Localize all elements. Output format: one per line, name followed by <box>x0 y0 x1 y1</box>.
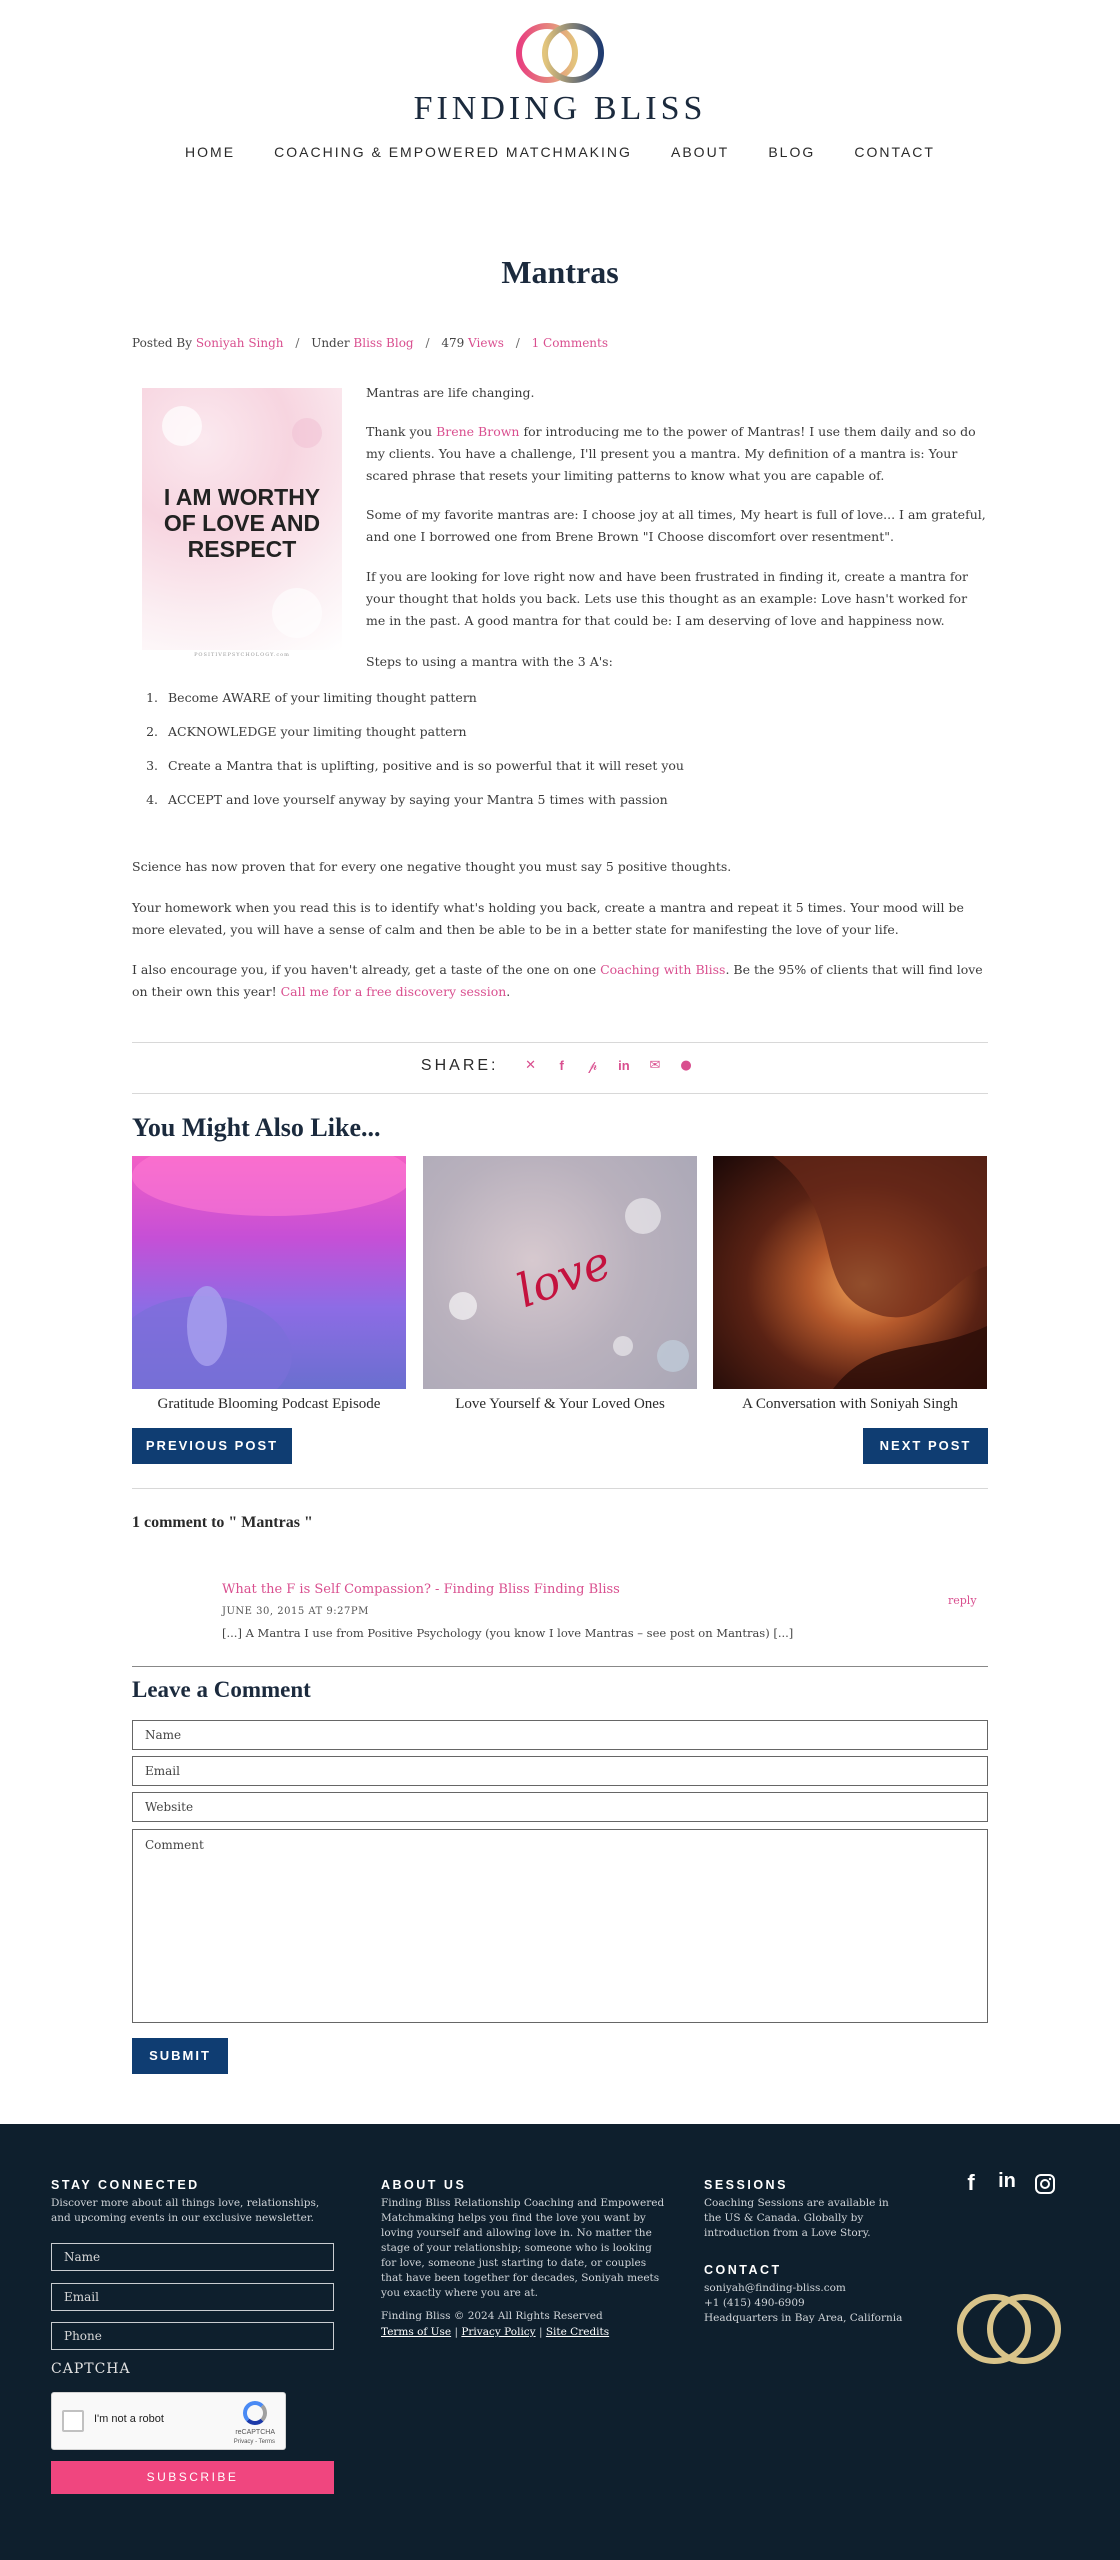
recaptcha-links[interactable]: Privacy - Terms <box>233 2439 275 2445</box>
views-count: 479 <box>441 336 465 350</box>
related-post-card[interactable] <box>423 1156 697 1413</box>
comments-heading: 1 comment to " Mantras " <box>132 1514 313 1531</box>
related-post-image[interactable] <box>713 1156 987 1389</box>
x-icon[interactable]: ✕ <box>525 1057 537 1073</box>
related-post-title[interactable]: A Conversation with Soniyah Singh <box>742 1396 958 1412</box>
sms-icon[interactable]: ● <box>680 1057 692 1073</box>
stay-connected-text: Discover more about all things love, relationships, and upcoming events in our exclusive newsletter. <box>51 2197 320 2224</box>
related-post-image[interactable] <box>423 1156 697 1389</box>
recaptcha-label: I'm not a robot <box>94 2413 164 2425</box>
nav-contact[interactable]: CONTACT <box>854 144 935 160</box>
instagram-icon[interactable] <box>1032 2170 1058 2201</box>
post-paragraph: Your homework when you read this is to identify what's holding you back, create a mantra and repeat it 5 times. Your mood will be more elevated, you will have a sense of calm and then be able to be in a better state for manifesting the love of your life. <box>132 900 964 937</box>
subscribe-button[interactable]: SUBSCRIBE <box>51 2461 334 2494</box>
comment-text: [...] A Mantra I use from Positive Psychology (you know I love Mantras – see post on Mantras) [...] <box>222 1626 794 1640</box>
steps-list <box>132 690 732 826</box>
reply-link[interactable]: reply <box>948 1594 977 1607</box>
coaching-link[interactable]: Coaching with Bliss <box>600 962 726 977</box>
footer-legal-links: Terms of Use | Privacy Policy | Site Credits <box>381 2326 610 2338</box>
pinterest-icon[interactable]: 𝓅 <box>588 1057 598 1073</box>
footer-name-field[interactable]: Name <box>51 2243 334 2271</box>
related-post-card[interactable] <box>132 1156 406 1413</box>
stay-connected-heading: STAY CONNECTED <box>51 2178 200 2192</box>
recaptcha-brand: reCAPTCHA <box>235 2429 275 2436</box>
post-paragraph: Science has now proven that for every one negative thought you must say 5 positive thoughts. <box>132 859 732 874</box>
contact-heading: CONTACT <box>704 2263 782 2277</box>
leave-comment-heading: Leave a Comment <box>132 1677 311 1702</box>
love-script-text: love <box>509 1234 618 1319</box>
related-post-card[interactable] <box>713 1156 987 1413</box>
nav-about[interactable]: ABOUT <box>671 144 730 160</box>
post-title: Mantras <box>501 254 619 290</box>
brene-brown-link[interactable]: Brene Brown <box>436 424 520 439</box>
nav-coaching[interactable]: COACHING & EMPOWERED MATCHMAKING <box>274 144 632 160</box>
previous-post-button[interactable]: PREVIOUS POST <box>132 1428 292 1464</box>
post-paragraph: If you are looking for love right now and have been frustrated in finding it, create a mantra for your thought that holds you back. Lets use this thought as an example: Love hasn't worked for me in the past. A good mantra for that could be: I am deserving of love and happiness now. <box>366 569 969 628</box>
terms-link[interactable]: Terms of Use <box>381 2326 452 2338</box>
post-paragraph: Thank you Brene Brown for introducing me to the power of Mantras! I use them daily and so do my clients. You have a challenge, I'll present you a mantra. My definition of a mantra is: Your scared phrase that resets your limiting patterns to know what you are capable of. <box>366 424 976 483</box>
post-paragraph: Steps to using a mantra with the 3 A's: <box>366 654 613 669</box>
email-icon[interactable]: ✉ <box>649 1057 661 1073</box>
linkedin-icon[interactable]: in <box>998 2170 1016 2192</box>
under-label: Under <box>311 336 350 350</box>
privacy-link[interactable]: Privacy Policy <box>461 2326 536 2338</box>
image-quote: I AM WORTHY OF LOVE AND RESPECT <box>163 484 321 562</box>
post-featured-image <box>142 388 342 658</box>
facebook-icon[interactable]: f <box>967 2170 975 2195</box>
website-field[interactable]: Website <box>132 1792 988 1822</box>
nav-home[interactable]: HOME <box>185 144 236 160</box>
posted-by-label: Posted By <box>132 336 192 350</box>
list-item: 3. Create a Mantra that is uplifting, positive and is so powerful that it will reset you <box>146 758 684 773</box>
site-header <box>0 0 1120 200</box>
related-post-image[interactable] <box>132 1156 406 1389</box>
captcha-label: CAPTCHA <box>51 2361 131 2377</box>
related-post-title[interactable]: Gratitude Blooming Podcast Episode <box>157 1396 381 1412</box>
category-link[interactable]: Bliss Blog <box>353 336 414 350</box>
facebook-icon[interactable]: f <box>559 1057 564 1073</box>
linkedin-icon[interactable]: in <box>618 1057 630 1073</box>
copyright-text: Finding Bliss © 2024 All Rights Reserved <box>381 2310 603 2322</box>
main-nav <box>0 142 1120 161</box>
comments-link[interactable]: 1 Comments <box>531 336 609 350</box>
footer-logo-rings-icon <box>952 2292 1066 2366</box>
share-label: SHARE: <box>420 1056 499 1074</box>
post-paragraph: Some of my favorite mantras are: I choose joy at all times, My heart is full of love... I am grateful, and one I borrowed one from Brene Brown "I Choose discomfort over resentment". <box>366 507 986 544</box>
recaptcha-logo-icon <box>243 2401 267 2425</box>
comment-author-link[interactable]: What the F is Self Compassion? - Finding Bliss Finding Bliss <box>222 1582 620 1597</box>
share-bar <box>0 1055 1120 1075</box>
list-item: 4. ACCEPT and love yourself anyway by saying your Mantra 5 times with passion <box>146 792 668 807</box>
contact-phone[interactable]: +1 (415) 490-6909 <box>704 2297 805 2309</box>
sessions-heading: SESSIONS <box>704 2178 788 2192</box>
credits-link[interactable]: Site Credits <box>545 2326 610 2338</box>
logo-rings-icon[interactable] <box>513 22 607 84</box>
related-heading: You Might Also Like... <box>132 1113 381 1142</box>
contact-email[interactable]: soniyah@finding-bliss.com <box>704 2282 846 2294</box>
image-caption: POSITIVEPSYCHOLOGY.com <box>194 652 290 658</box>
views-label: Views <box>468 336 504 350</box>
divider <box>132 1093 988 1094</box>
discovery-session-link[interactable]: Call me for a free discovery session <box>280 984 507 999</box>
divider <box>132 1666 988 1667</box>
comment-date: JUNE 30, 2015 AT 9:27PM <box>222 1606 369 1617</box>
next-post-button[interactable]: NEXT POST <box>863 1428 988 1464</box>
about-us-heading: ABOUT US <box>381 2178 467 2192</box>
list-item: 1. Become AWARE of your limiting thought pattern <box>146 690 477 705</box>
sessions-text: Coaching Sessions are available in the US & Canada. Globally by introduction from a Love Story. <box>704 2197 889 2239</box>
comment-field[interactable]: Comment <box>132 1829 988 2023</box>
divider <box>132 1042 988 1043</box>
post-paragraph: Mantras are life changing. <box>366 385 535 400</box>
post-meta: Posted By Soniyah Singh / Under Bliss Blog / 479 Views / 1 Comments <box>132 336 609 350</box>
recaptcha-checkbox[interactable] <box>62 2410 84 2432</box>
contact-hq: Headquarters in Bay Area, California <box>704 2312 903 2324</box>
name-field[interactable]: Name <box>132 1720 988 1750</box>
list-item: 2. ACKNOWLEDGE your limiting thought pattern <box>146 724 467 739</box>
footer-email-field[interactable]: Email <box>51 2283 334 2311</box>
recaptcha-widget <box>51 2392 286 2450</box>
submit-button[interactable]: SUBMIT <box>132 2038 228 2074</box>
post-paragraph: I also encourage you, if you haven't already, get a taste of the one on one Coaching with Bliss. Be the 95% of clients that will find love on their own this year! Call me for a free discovery session. <box>132 962 983 999</box>
divider <box>132 1488 988 1489</box>
author-link[interactable]: Soniyah Singh <box>195 336 284 350</box>
email-field[interactable]: Email <box>132 1756 988 1786</box>
related-post-title[interactable]: Love Yourself & Your Loved Ones <box>455 1396 665 1412</box>
about-us-text: Finding Bliss Relationship Coaching and Empowered Matchmaking helps you find the love you want by loving yourself and allowing love in. No matter the stage of your relationship; someone who is looking for love, someone just starting to date, or couples that have been together for decades, Soniyah meets you exactly where you are at. <box>381 2197 665 2299</box>
nav-blog[interactable]: BLOG <box>768 144 816 160</box>
footer-phone-field[interactable]: Phone <box>51 2322 334 2350</box>
site-logo-text[interactable]: FINDING BLISS <box>413 90 707 127</box>
